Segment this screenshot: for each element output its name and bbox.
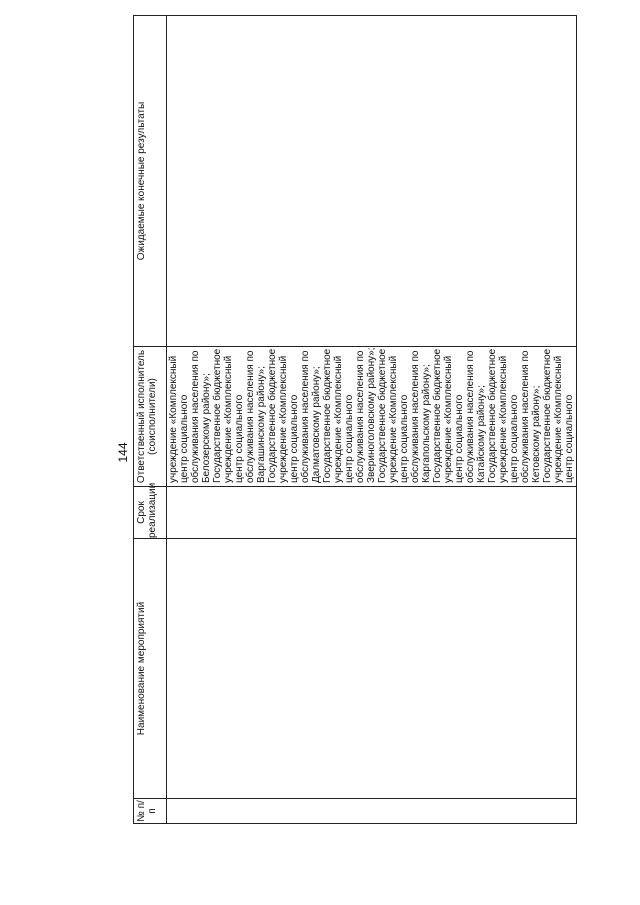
executor-line: Государственное бюджетное: [432, 348, 443, 483]
executor-line: Государственное бюджетное: [322, 348, 333, 483]
executor-line: учреждение «Комплексный: [223, 355, 234, 483]
executor-line: обслуживания населения по: [410, 350, 421, 483]
cell-executor: [167, 347, 577, 487]
executor-line: обслуживания населения по: [465, 350, 476, 483]
executor-line: Кетовскому району»;: [531, 385, 542, 483]
header-term: Срок реализации: [134, 487, 167, 539]
header-executor: Ответственный исполнитель (соисполнители): [134, 347, 167, 487]
executor-line: Белозерскому району»;: [201, 373, 212, 483]
cell-activity: [167, 539, 577, 799]
executor-line: учреждение «Комплексный: [168, 355, 179, 483]
executor-line: Каргапольскому району»;: [421, 364, 432, 483]
executor-line: Государственное бюджетное: [212, 348, 223, 483]
executor-line: Далматовскому району»;: [311, 366, 322, 483]
table-row: [167, 16, 577, 824]
executor-line: Катайскому району»;: [476, 385, 487, 483]
executor-line: центр социального: [564, 394, 575, 483]
executor-line: учреждение «Комплексный: [278, 355, 289, 483]
executor-line: обслуживания населения по: [355, 350, 366, 483]
executor-line: центр социального: [454, 394, 465, 483]
executor-line: учреждение «Комплексный: [388, 355, 399, 483]
executor-text: [167, 347, 576, 486]
executor-line: центр социального: [289, 394, 300, 483]
executor-line: Государственное бюджетное: [487, 348, 498, 483]
cell-results: [167, 16, 577, 347]
executor-line: центр социального: [234, 394, 245, 483]
header-number: № п/п: [134, 799, 167, 824]
executor-line: Звериноголовскому району»;: [366, 347, 377, 483]
executor-line: Варгашинскому району»;: [256, 366, 267, 483]
cell-number: [167, 799, 577, 824]
executor-line: обслуживания населения по: [300, 350, 311, 483]
header-results: Ожидаемые конечные результаты: [134, 16, 167, 347]
executor-line: учреждение «Комплексный: [498, 355, 509, 483]
executor-line: центр социального: [399, 394, 410, 483]
executor-line: центр социального: [509, 394, 520, 483]
executor-line: учреждение «Комплексный: [553, 355, 564, 483]
page-number: 144: [116, 442, 130, 463]
executor-line: учреждение «Комплексный: [333, 355, 344, 483]
executor-line: обслуживания населения по: [245, 350, 256, 483]
executor-line: центр социального: [344, 394, 355, 483]
executor-line: обслуживания населения по: [190, 350, 201, 483]
header-activity: Наименование мероприятий: [134, 539, 167, 799]
cell-term: [167, 487, 577, 539]
executor-line: Государственное бюджетное: [377, 348, 388, 483]
executor-line: Государственное бюджетное: [267, 348, 278, 483]
executor-line: центр социального: [179, 394, 190, 483]
measures-table: [133, 15, 577, 824]
table-header-row: [134, 16, 167, 824]
executor-line: обслуживания населения по: [520, 350, 531, 483]
executor-line: учреждение «Комплексный: [443, 355, 454, 483]
executor-line: Государственное бюджетное: [542, 348, 553, 483]
